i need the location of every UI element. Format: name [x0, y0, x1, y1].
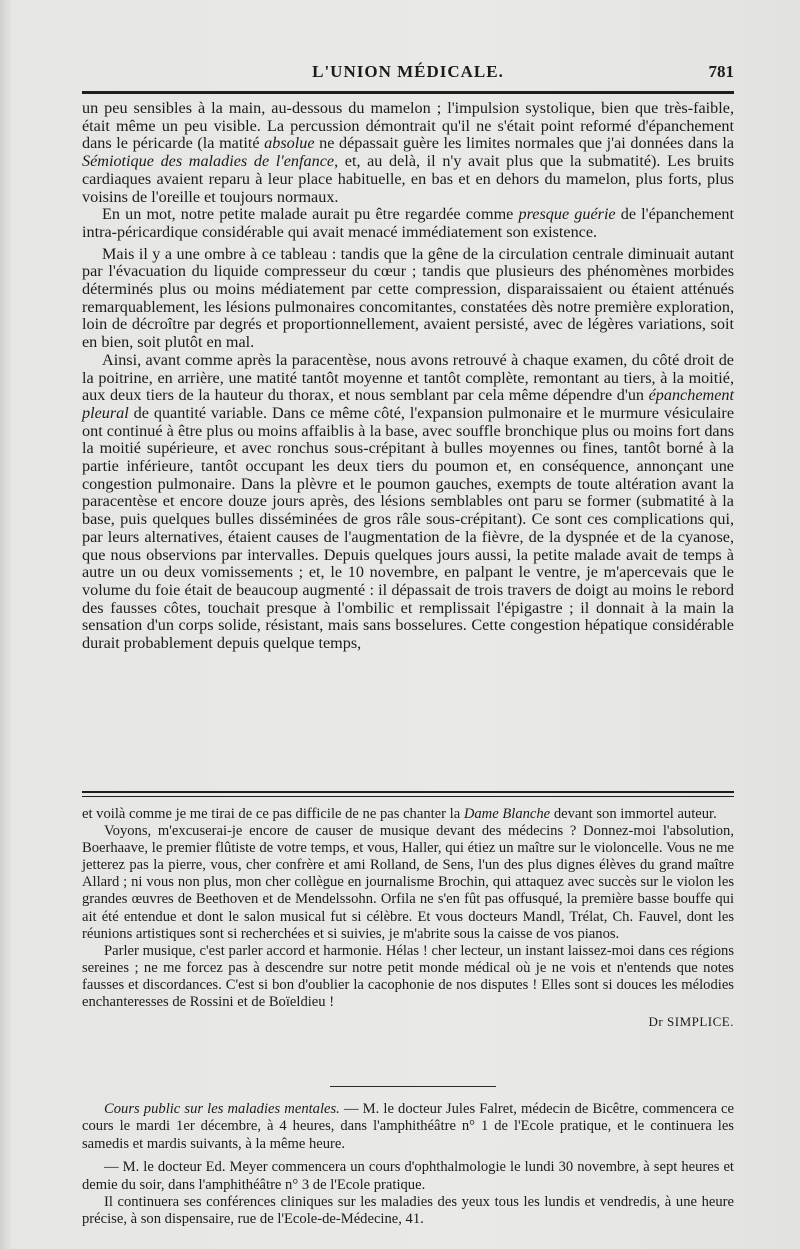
journal-title: L'UNION MÉDICALE. [312, 62, 504, 81]
paragraph: un peu sensibles à la main, au-dessous du mamelon ; l'impulsion systolique, bien que très-faible, était même un peu visible. La percussion démontrait qu'il ne s'était point reformé d'épanchement dans le péricarde (la matité absolue ne dépassait guère les limites normales que j'ai données dans la Sémiotique des maladies de l'enfance, et, au delà, il n'y avait plus que la submatité). Les bruits cardiaques avaient reparu à leur place habituelle, en bas et en dehors du mamelon, plus forts, plus voisins de l'oreille et toujours normaux. [82, 99, 735, 206]
notice: Cours public sur les maladies mentales. — M. le docteur Jules Falret, médecin de Bicêtre, commencera ce cours le mardi 1er décembre, à 4 heures, dans l'amphithéâtre n° 1 de l'Ecole pratique, et le continuera les samedis et mardis suivants, à la même heure. [82, 1101, 734, 1152]
notice: Il continuera ses conférences cliniques sur les maladies des yeux tous les lundis et vendredis, à une heure précise, à son dispensaire, rue de l'Ecole-de-Médecine, 41. [82, 1194, 734, 1228]
main-article-text [82, 100, 734, 653]
paragraph: Ainsi, avant comme après la paracentèse, nous avons retrouvé à chaque examen, du côté droit de la poitrine, en arrière, une matité tantôt moyenne et tantôt complète, remontant au tiers, à la moitié, aux deux tiers de la hauteur du thorax, et nous semblant par cela même dépendre d'un épanchement pleural de quantité variable. Dans ce même côté, l'expansion pulmonaire et le murmure vésiculaire ont continué à être plus ou moins affaiblis à la base, avec souffle bronchique plus ou moins fort dans la moitié supérieure, et avec ronchus sous-crépitant à bulles moyennes ou fines, tantôt borné à la partie inférieure, tantôt occupant les deux tiers du poumon et, en conséquence, annonçant une congestion pulmonaire. Dans la plèvre et le poumon gauches, exempts de toute altération avant la paracentèse et encore douze jours après, des lésions semblables ont paru se former (submatité à la base, puis quelques bulles disséminées de gros râle sous-crépitant). Ce sont ces complications qui, par leurs alternatives, étaient causes de l'augmentation de la fièvre, de la dyspnée et de la cyanose, que nous observions par intervalles. Depuis quelques jours aussi, la petite malade avait de temps à autre un ou deux vomissements ; et, le 10 novembre, en palpant le ventre, je m'apercevais que le volume du foie était de beaucoup augmenté : il dépassait de trois travers de doigt au moins le rebord des fausses côtes, touchait presque à l'ombilic et remplissait l'épigastre ; il donnait à la main la sensation d'un corps solide, résistant, mais sans bosselures. Cette congestion hépatique considérable durait probablement depuis quelque temps, [82, 350, 734, 653]
notice: — M. le docteur Ed. Meyer commencera un cours d'ophthalmologie le lundi 30 novembre, à sept heures et demie du soir, dans l'amphithéâtre n° 3 de l'Ecole pratique. [82, 1159, 734, 1193]
feuilleton-separator [82, 791, 734, 797]
paragraph: Parler musique, c'est parler accord et harmonie. Hélas ! cher lecteur, un instant laissez-moi dans ces régions sereines ; ne me forcez pas à descendre sur notre petit monde médical où je ne vois et n'entends que notes fausses et discordances. C'est si bon d'oublier la cacophonie de nos disputes ! Elles sont si douces les mélodies enchanteresses de Rossini et de Boïeldieu ! [82, 942, 734, 1011]
header-rule [82, 91, 734, 94]
paragraph: et voilà comme je me tirai de ce pas difficile de ne pas chanter la Dame Blanche devant son immortel auteur. [82, 806, 717, 822]
announcements [82, 1101, 734, 1229]
running-header [82, 60, 734, 84]
paragraph: Mais il y a une ombre à ce tableau : tandis que la gêne de la circulation centrale diminuait autant par l'évacuation du liquide compresseur du cœur ; tandis que plusieurs des phénomènes morbides déterminés plus ou moins médiatement par cette compression, disparaissaient ou étaient atténués remarquablement, les lésions pulmonaires concomitantes, constatées dès notre première exploration, loin de décroître par degrés et proportionnellement, avaient persisté, avec de légères variations, soit en bien, soit plutôt en mal. [82, 244, 734, 352]
page-number: 781 [708, 62, 734, 81]
paragraph: En un mot, notre petite malade aurait pu être regardée comme presque guérie de l'épanchement intra-péricardique considérable qui avait menacé immédiatement son existence. [82, 205, 734, 241]
section-divider [330, 1086, 496, 1087]
paragraph: Voyons, m'excuserai-je encore de causer de musique devant des médecins ? Donnez-moi l'absolution, Boerhaave, le premier flûtiste de votre temps, et vous, Haller, qui étiez un maître sur le violoncelle. Vous ne me jetterez pas la pierre, vous, cher confrère et ami Rolland, de Sens, l'un des plus dignes élèves du grand maître Allard ; ni vous non plus, mon cher collègue en journalisme Brochin, qui attaquez avec succès sur le violon les grandes œuvres de Beethoven et de Mendelssohn. Orfila ne s'en fût pas offusqué, la première basse bouffe qui ait été entendue et dont le salon musical fut si célèbre. Et vous docteurs Mandl, Trélat, Ch. Fauvel, dont les réunions artistiques sont si recherchées et si suivies, je m'abrite sous la caisse de vos pianos. [82, 823, 734, 942]
author-signature: Dr SIMPLICE. [648, 1014, 734, 1030]
feuilleton-text [82, 806, 734, 1030]
